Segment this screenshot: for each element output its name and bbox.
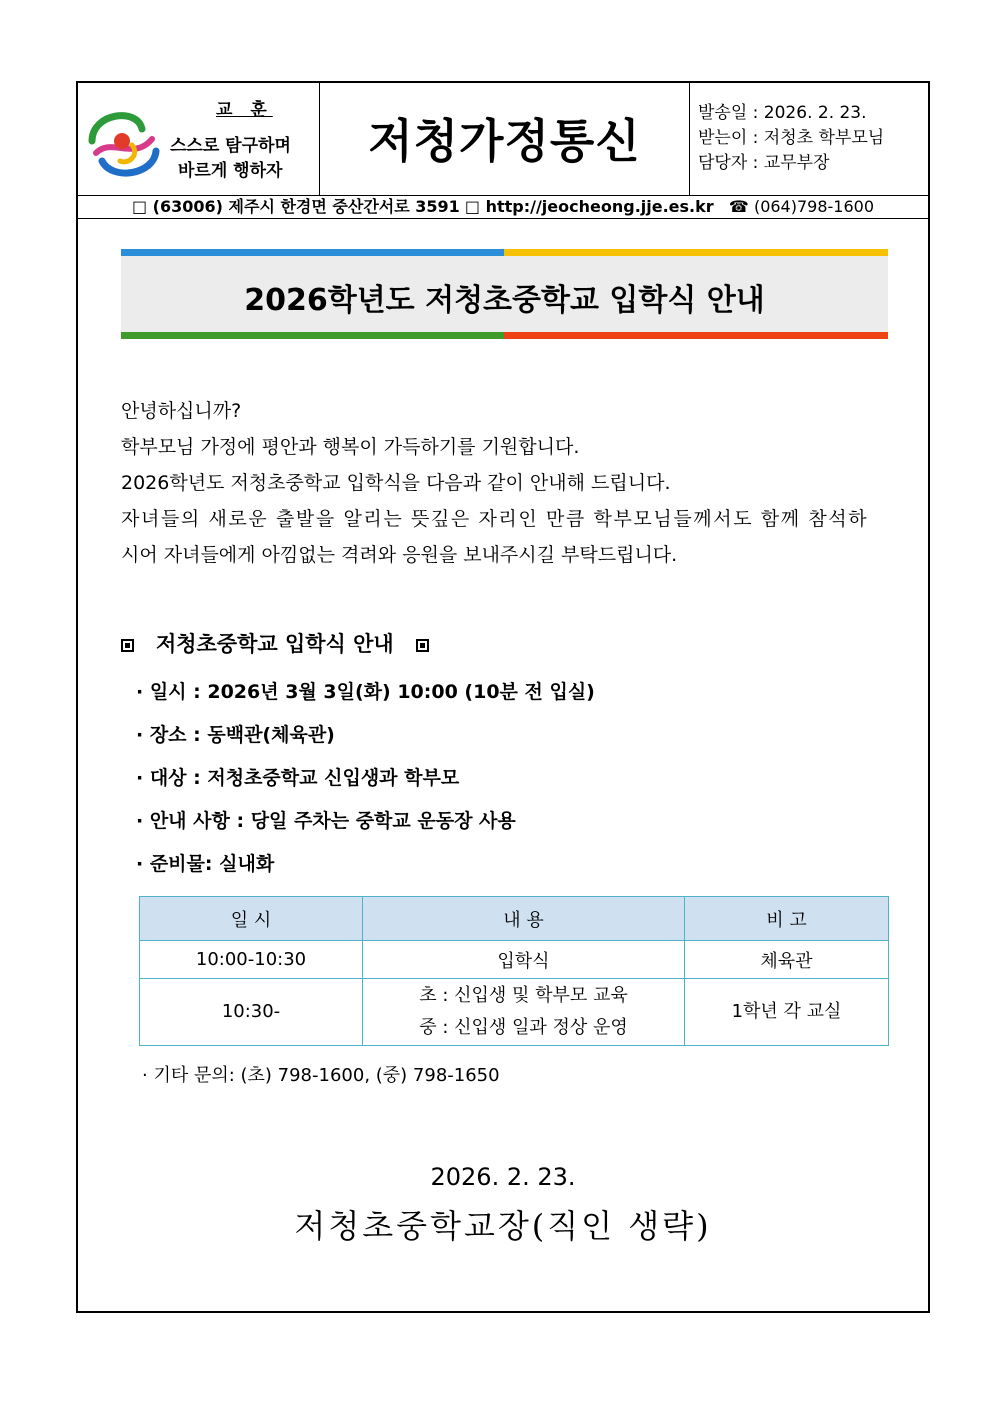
contact-person: 담당자 : 교무부장 [698,153,830,173]
address-bar [78,195,928,219]
cell-time: 10:00-10:30 [140,941,363,979]
table-row [140,979,889,1046]
title-box [320,83,690,195]
body-line: 시어 자녀들에게 아낌없는 격려와 응원을 보내주시길 부탁드립니다. [121,544,678,566]
cell-content [363,979,685,1046]
section-title: 저청초중학교 입학식 안내 [155,632,394,656]
info-item-notice: · 안내 사항 : 당일 주차는 중학교 운동장 사용 [136,810,516,832]
info-item-place: · 장소 : 동백관(체육관) [136,724,335,746]
content-line-elementary: 초 : 신입생 및 학부모 교육 [419,985,628,1006]
table-header-row [140,897,889,941]
cell-note: 체육관 [685,941,889,979]
content-line-middle: 중 : 신입생 일과 정상 운영 [419,1017,628,1038]
issue-date-footer: 2026. 2. 23. [430,1163,576,1191]
banner-bar-red [504,332,888,339]
postal-address: □ (63006) 제주시 한경면 중산간서로 3591 [131,197,460,216]
letterhead [78,83,928,196]
square-bullet-icon [416,639,429,652]
school-logo-icon [82,101,166,185]
info-item-date: · 일시 : 2026년 3월 3일(화) 10:00 (10분 전 입실) [136,681,595,703]
motto-line-1: 스스로 탐구하며 [170,136,291,156]
title-banner [121,249,888,339]
greeting: 안녕하십니까? [121,400,242,422]
header-cell-note: 비 고 [685,897,889,941]
cell-time: 10:30- [140,979,363,1046]
phone-number: (064)798-1600 [753,197,875,216]
recipient: 받는이 : 저청초 학부모님 [698,128,885,148]
issue-info [698,101,884,176]
header-cell-time: 일 시 [140,897,363,941]
cell-note: 1학년 각 교실 [685,979,889,1046]
banner-bar-green [121,332,504,339]
body-line: 2026학년도 저청초중학교 입학식을 다음과 같이 안내해 드립니다. [121,472,671,494]
motto-title: 교 훈 [216,100,273,120]
table-row [140,941,889,979]
info-item-target: · 대상 : 저청초중학교 신입생과 학부모 [136,767,460,789]
newsletter-title: 저청가정통신 [368,114,641,168]
issue-date: 발송일 : 2026. 2. 23. [698,103,867,123]
square-bullet-icon [121,639,134,652]
inquiry-note: · 기타 문의: (초) 798-1600, (중) 798-1650 [142,1065,500,1086]
school-url[interactable]: □ http://jeocheong.jje.es.kr [464,197,714,216]
telephone-icon: ☎ [718,197,749,216]
cell-content: 입학식 [363,941,685,979]
banner-title: 2026학년도 저청초중학교 입학식 안내 [244,283,765,318]
info-item-supplies: · 준비물: 실내화 [136,853,275,875]
principal-signature: 저청초중학교장(직인 생략) [294,1207,712,1245]
motto-line-2: 바르게 행하자 [178,161,283,181]
body-line: 자녀들의 새로운 출발을 알리는 뜻깊은 자리인 만큼 학부모님들께서도 함께 참석하 [121,508,869,530]
section-heading [121,628,429,658]
body-line: 학부모님 가정에 평안과 행복이 가득하기를 기원합니다. [121,436,580,458]
banner-bar-blue [121,249,504,256]
banner-bar-yellow [504,249,888,256]
header-cell-content: 내 용 [363,897,685,941]
schedule-table [139,896,889,1046]
document-frame [76,81,930,1313]
motto-box [78,83,320,195]
